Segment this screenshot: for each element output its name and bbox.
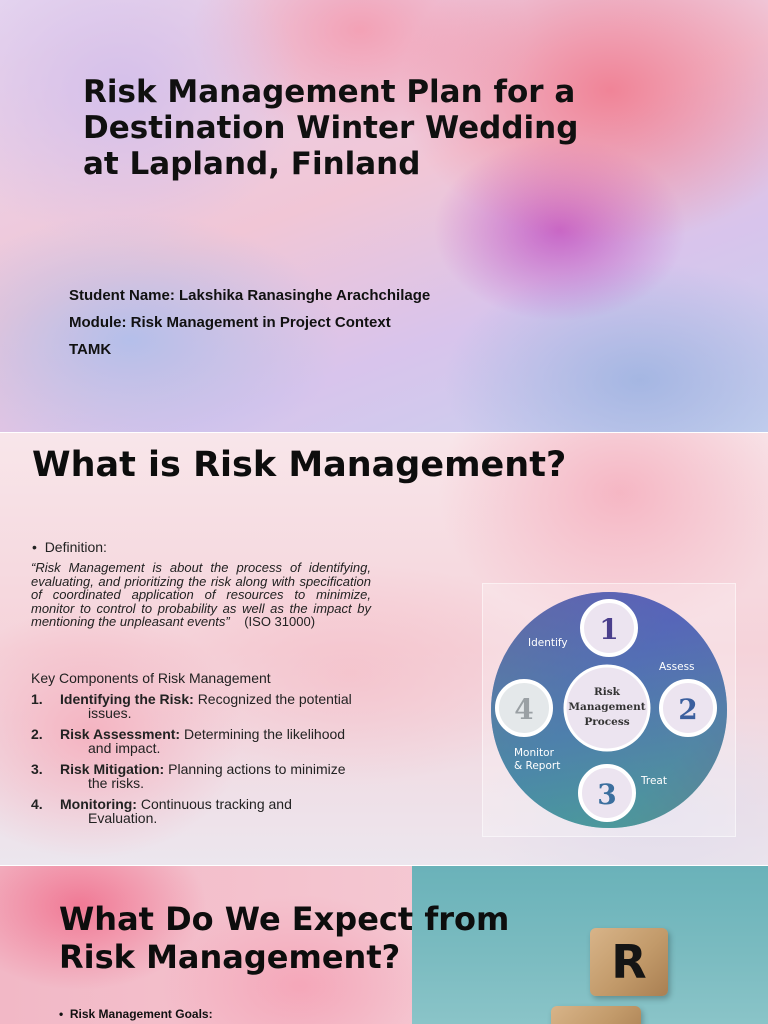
expectations-slide: [0, 866, 768, 1024]
author-info: [69, 282, 430, 363]
step-number-4: 4: [514, 693, 534, 726]
components-title: Key Components of Risk Management: [31, 670, 271, 686]
center-line-3: Process: [584, 716, 630, 728]
student-name: Student Name: Lakshika Ranasinghe Arachchilage: [69, 287, 431, 304]
definition-source: (ISO 31000): [244, 614, 316, 629]
step-number-3: 3: [597, 778, 617, 811]
center-line-2: Management: [568, 701, 646, 713]
definition-quote: “Risk Management is about the process of identifying, evaluating, and prioritizing the risk along with specification of coordinated application of resources to minimize, monitor to control to probability as well as the impact by mentioning the unpleasant events” (ISO 31000): [31, 560, 371, 629]
step-2: [661, 681, 715, 735]
center-line-1: Risk: [594, 686, 620, 698]
components-list: [31, 692, 371, 832]
block-letter: R: [611, 935, 647, 989]
step-1: [582, 601, 636, 655]
list-item: 3. Risk Mitigation: Planning actions to minimize the risks.: [31, 761, 346, 791]
title-slide: [0, 0, 768, 432]
step-number-2: 2: [678, 693, 698, 726]
label-monitor-line-1: Monitor: [514, 747, 554, 759]
wooden-block-r: [590, 928, 668, 996]
step-number-1: 1: [599, 613, 619, 646]
label-assess: Assess: [659, 661, 695, 673]
school-name: TAMK: [69, 341, 112, 358]
label-identify: Identify: [528, 637, 568, 649]
module-name: Module: Risk Management in Project Context: [69, 314, 391, 331]
process-diagram: [482, 583, 736, 837]
step-4: [497, 681, 551, 735]
definition-slide: [0, 433, 768, 865]
definition-bullet: • Definition:: [32, 539, 107, 555]
presentation-title: Risk Management Plan for a Destination Winter Wedding at Lapland, Finland: [83, 74, 579, 182]
goals-bullet: • Risk Management Goals:: [59, 1007, 213, 1021]
slide-heading: What is Risk Management?: [32, 445, 567, 485]
slide-heading: What Do We Expect from Risk Management?: [59, 900, 510, 976]
process-cycle-graphic: [483, 584, 735, 836]
list-item: 2. Risk Assessment: Determining the likelihood and impact.: [31, 726, 346, 756]
step-3: [580, 766, 634, 820]
label-monitor-line-2: & Report: [514, 760, 561, 772]
label-treat: Treat: [641, 775, 667, 787]
list-item: 1. Identifying the Risk: Recognized the potential issues.: [31, 691, 352, 721]
wooden-block: [551, 1006, 641, 1024]
list-item: 4. Monitoring: Continuous tracking and Evaluation.: [31, 796, 292, 826]
